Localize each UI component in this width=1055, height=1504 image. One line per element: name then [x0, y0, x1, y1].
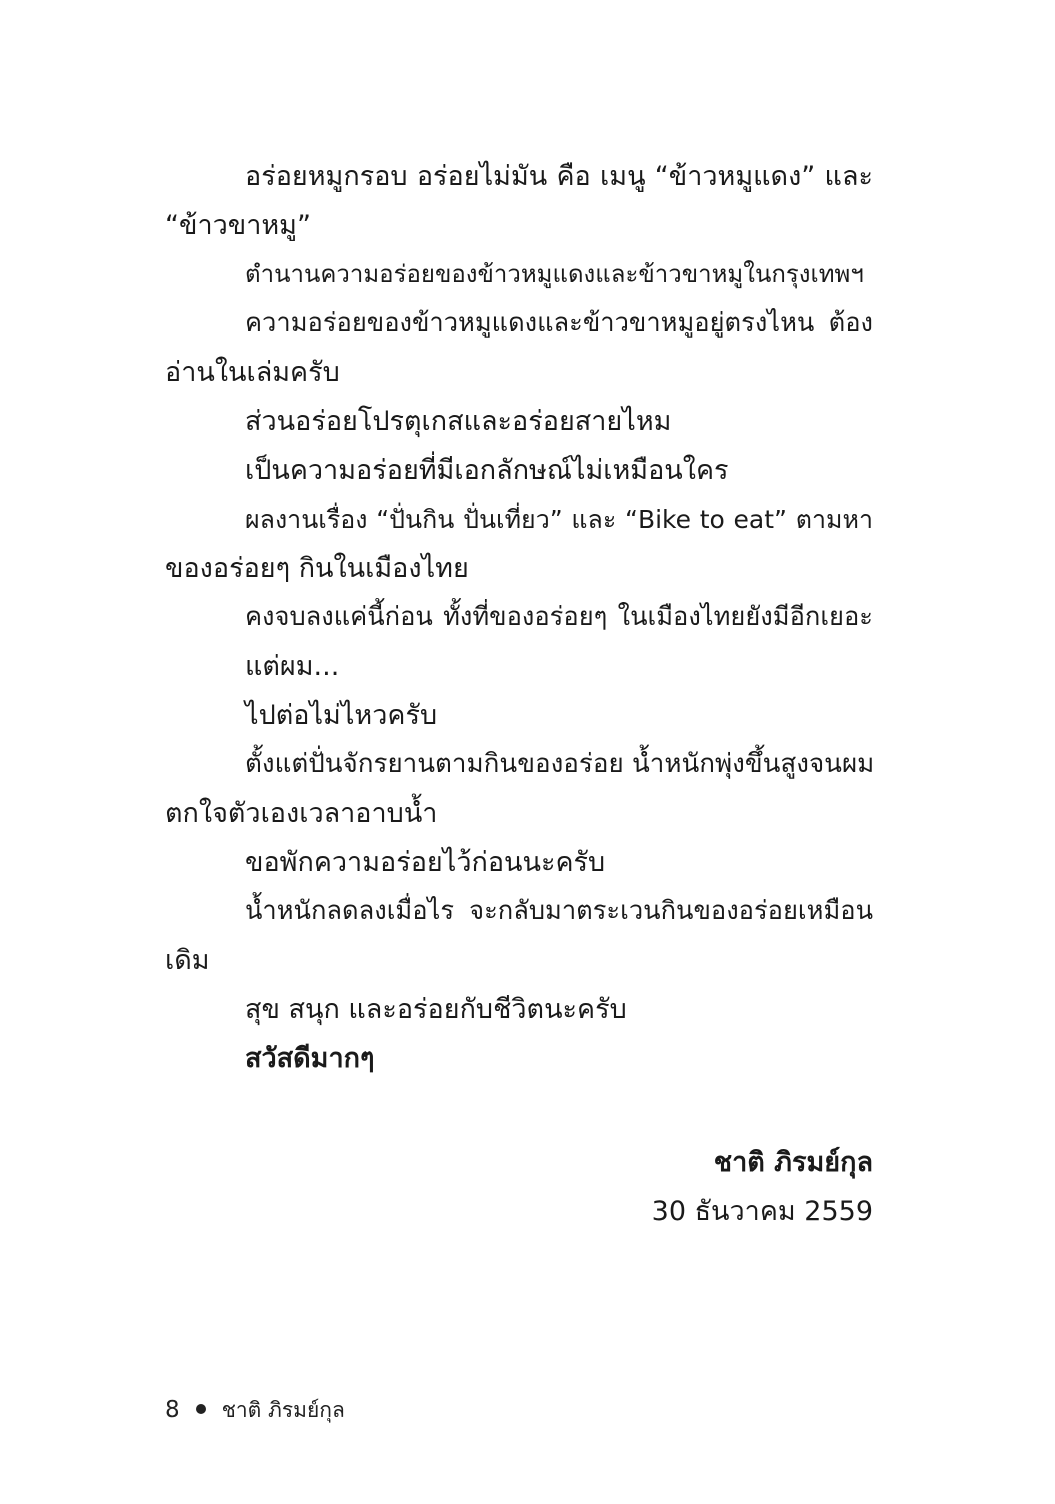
text-line: น้ำหนักลดลงเมื่อไร จะกลับมาตระเวนกินของอร่อยเหมือน: [245, 896, 873, 926]
text-line: ตำนานความอร่อยของข้าวหมูแดงและข้าวขาหมูในกรุงเทพฯ: [245, 260, 864, 288]
text-line: ผลงานเรื่อง “ปั่นกิน ปั่นเที่ยว” และ “Bike to eat” ตามหา: [245, 505, 873, 534]
body-text: [165, 152, 873, 1083]
bullet-separator-icon: [196, 1404, 206, 1414]
text-line: ความอร่อยของข้าวหมูแดงและข้าวขาหมูอยู่ตรงไหน ต้อง: [245, 308, 873, 338]
page-footer: [165, 1390, 345, 1430]
text-line: อ่านในเล่มครับ: [165, 357, 340, 388]
text-line: ไปต่อไม่ไหวครับ: [245, 700, 438, 731]
text-line: “ข้าวขาหมู”: [165, 210, 311, 241]
text-line: คงจบลงแค่นี้ก่อน ทั้งที่ของอร่อยๆ ในเมืองไทยยังมีอีกเยอะ: [245, 602, 873, 632]
text-line: ตั้งแต่ปั่นจักรยานตามกินของอร่อย น้ำหนักพุ่งขึ้นสูงจนผม: [245, 749, 875, 779]
text-line: ของอร่อยๆ กินในเมืองไทย: [165, 553, 469, 584]
text-line: เดิม: [165, 945, 210, 976]
text-line: แต่ผม...: [245, 651, 340, 682]
text-line: สวัสดีมากๆ: [245, 1043, 375, 1074]
signature-date: 30 ธันวาคม 2559: [651, 1196, 873, 1227]
text-line: เป็นความอร่อยที่มีเอกลักษณ์ไม่เหมือนใคร: [245, 455, 729, 486]
text-line: สุข สนุก และอร่อยกับชีวิตนะครับ: [245, 994, 627, 1025]
text-line: อร่อยหมูกรอบ อร่อยไม่มัน คือ เมนู “ข้าวหมูแดง” และ: [245, 161, 873, 192]
footer-author: ชาติ ภิรมย์กุล: [221, 1398, 345, 1422]
text-line: ตกใจตัวเองเวลาอาบน้ำ: [165, 798, 438, 829]
signature-block: [652, 1138, 873, 1236]
text-line: ส่วนอร่อยโปรตุเกสและอร่อยสายไหม: [245, 406, 672, 437]
text-line: ขอพักความอร่อยไว้ก่อนนะครับ: [245, 847, 606, 878]
page-number: 8: [165, 1397, 180, 1423]
signature-name: ชาติ ภิรมย์กุล: [713, 1147, 873, 1178]
